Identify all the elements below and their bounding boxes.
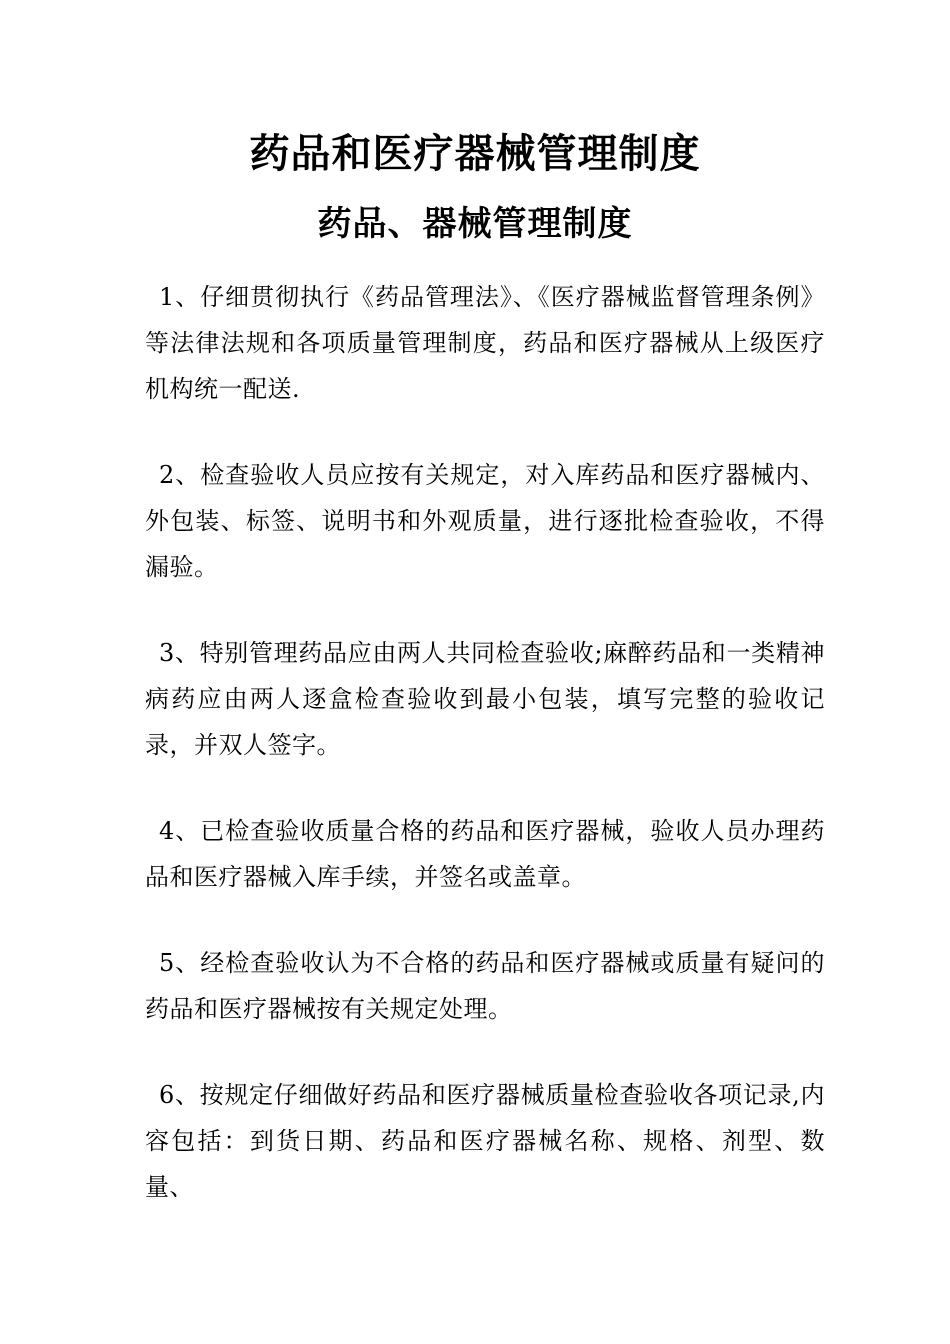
paragraph-2: 2、检查验收人员应按有关规定，对入库药品和医疗器械内、外包装、标签、说明书和外观质量，进行逐批检查验收，不得漏验。 [145, 461, 825, 581]
paragraph-6: 6、按规定仔细做好药品和医疗器械质量检查验收各项记录,内容包括：到货日期、药品和医疗器械名称、规格、剂型、数量、 [145, 1081, 825, 1201]
paragraph-4: 4、已检查验收质量合格的药品和医疗器械，验收人员办理药品和医疗器械入库手续，并签名或盖章。 [145, 817, 825, 891]
paragraph-3: 3、特别管理药品应由两人共同检查验收;麻醉药品和一类精神病药应由两人逐盒检查验收到最小包装，填写完整的验收记录，并双人签字。 [145, 639, 825, 759]
document-body [145, 274, 825, 1250]
document-subtitle: 药品、器械管理制度 [317, 204, 633, 244]
paragraph-1: 1、仔细贯彻执行《药品管理法》、《医疗器械监督管理条例》等法律法规和各项质量管理制度，药品和医疗器械从上级医疗机构统一配送. [145, 283, 825, 403]
paragraph-5: 5、经检查验收认为不合格的药品和医疗器械或质量有疑问的药品和医疗器械按有关规定处理。 [145, 949, 825, 1023]
document-title: 药品和医疗器械管理制度 [249, 130, 701, 177]
